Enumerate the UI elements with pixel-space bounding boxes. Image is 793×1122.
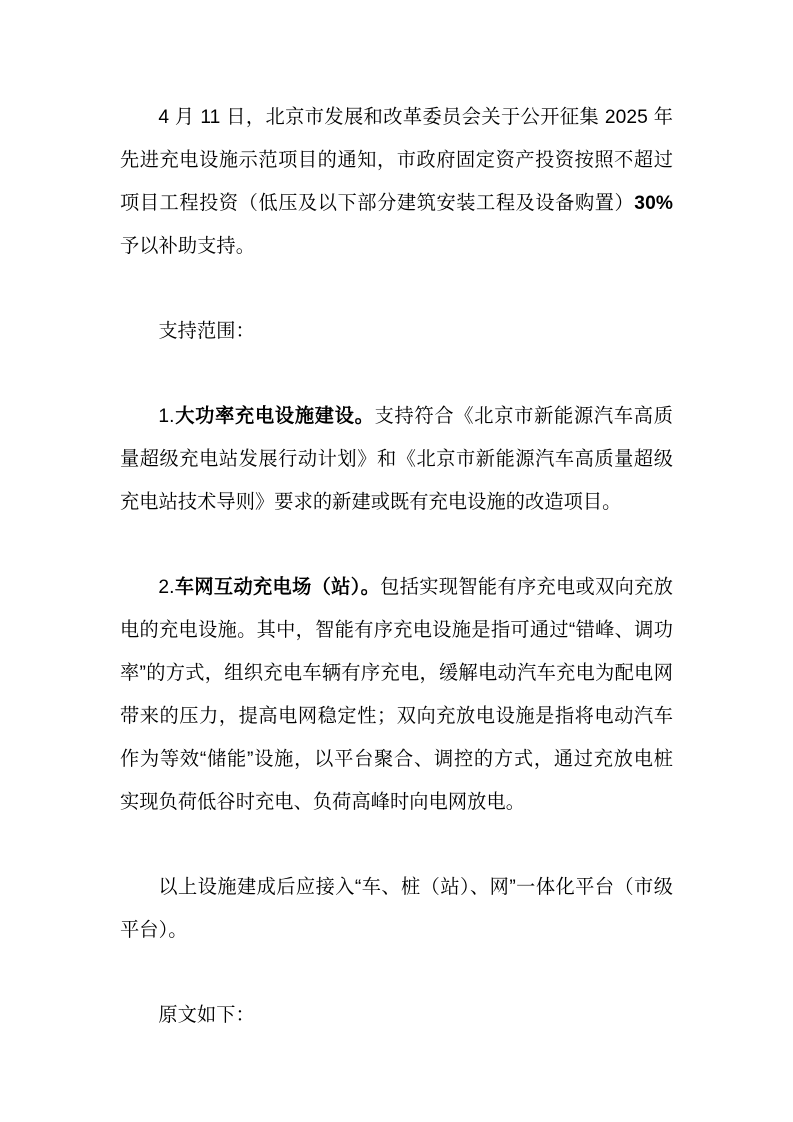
paragraph-item-2	[120, 566, 673, 824]
paragraph-scope-heading-run-0: 支持范围：	[158, 321, 255, 342]
paragraph-intro-run-2: 予以补助支持。	[120, 236, 256, 257]
paragraph-scope-heading	[120, 310, 673, 353]
paragraph-item-2-run-0: 2.	[158, 577, 175, 598]
paragraph-item-1	[120, 395, 673, 524]
paragraph-item-1-run-2: 支持符合《北京市新能源汽车高质量超级充电站发展行动计划》和《北京市新能源汽车高质量超级充电站技术导则》要求的新建或既有充电设施的改造项目。	[120, 406, 674, 513]
document-body	[120, 96, 673, 1037]
paragraph-original-text-label	[120, 994, 673, 1037]
paragraph-platform	[120, 866, 673, 952]
paragraph-item-1-run-1: 大功率充电设施建设。	[174, 406, 375, 427]
paragraph-intro-run-1: 30%	[634, 193, 673, 214]
paragraph-intro	[120, 96, 673, 268]
paragraph-intro-run-0: 4 月 11 日，北京市发展和改革委员会关于公开征集 2025 年先进充电设施示范项目的通知，市政府固定资产投资按照不超过项目工程投资（低压及以下部分建筑安装工程及设备购置）	[120, 107, 673, 214]
paragraph-item-2-run-2: 包括实现智能有序充电或双向充放电的充电设施。其中，智能有序充电设施是指可通过“错峰、调功率”的方式，组织充电车辆有序充电，缓解电动汽车充电为配电网带来的压力，提高电网稳定性；双向充放电设施是指将电动汽车作为等效“储能”设施，以平台聚合、调控的方式，通过充放电桩实现负荷低谷时充电、负荷高峰时向电网放电。	[120, 577, 674, 813]
paragraph-original-text-label-run-0: 原文如下：	[158, 1005, 255, 1026]
paragraph-platform-run-0: 以上设施建成后应接入“车、桩（站）、网”一体化平台（市级平台）。	[120, 877, 673, 941]
paragraph-item-1-run-0: 1.	[158, 406, 175, 427]
paragraph-item-2-run-1: 车网互动充电场（站）。	[174, 577, 381, 598]
